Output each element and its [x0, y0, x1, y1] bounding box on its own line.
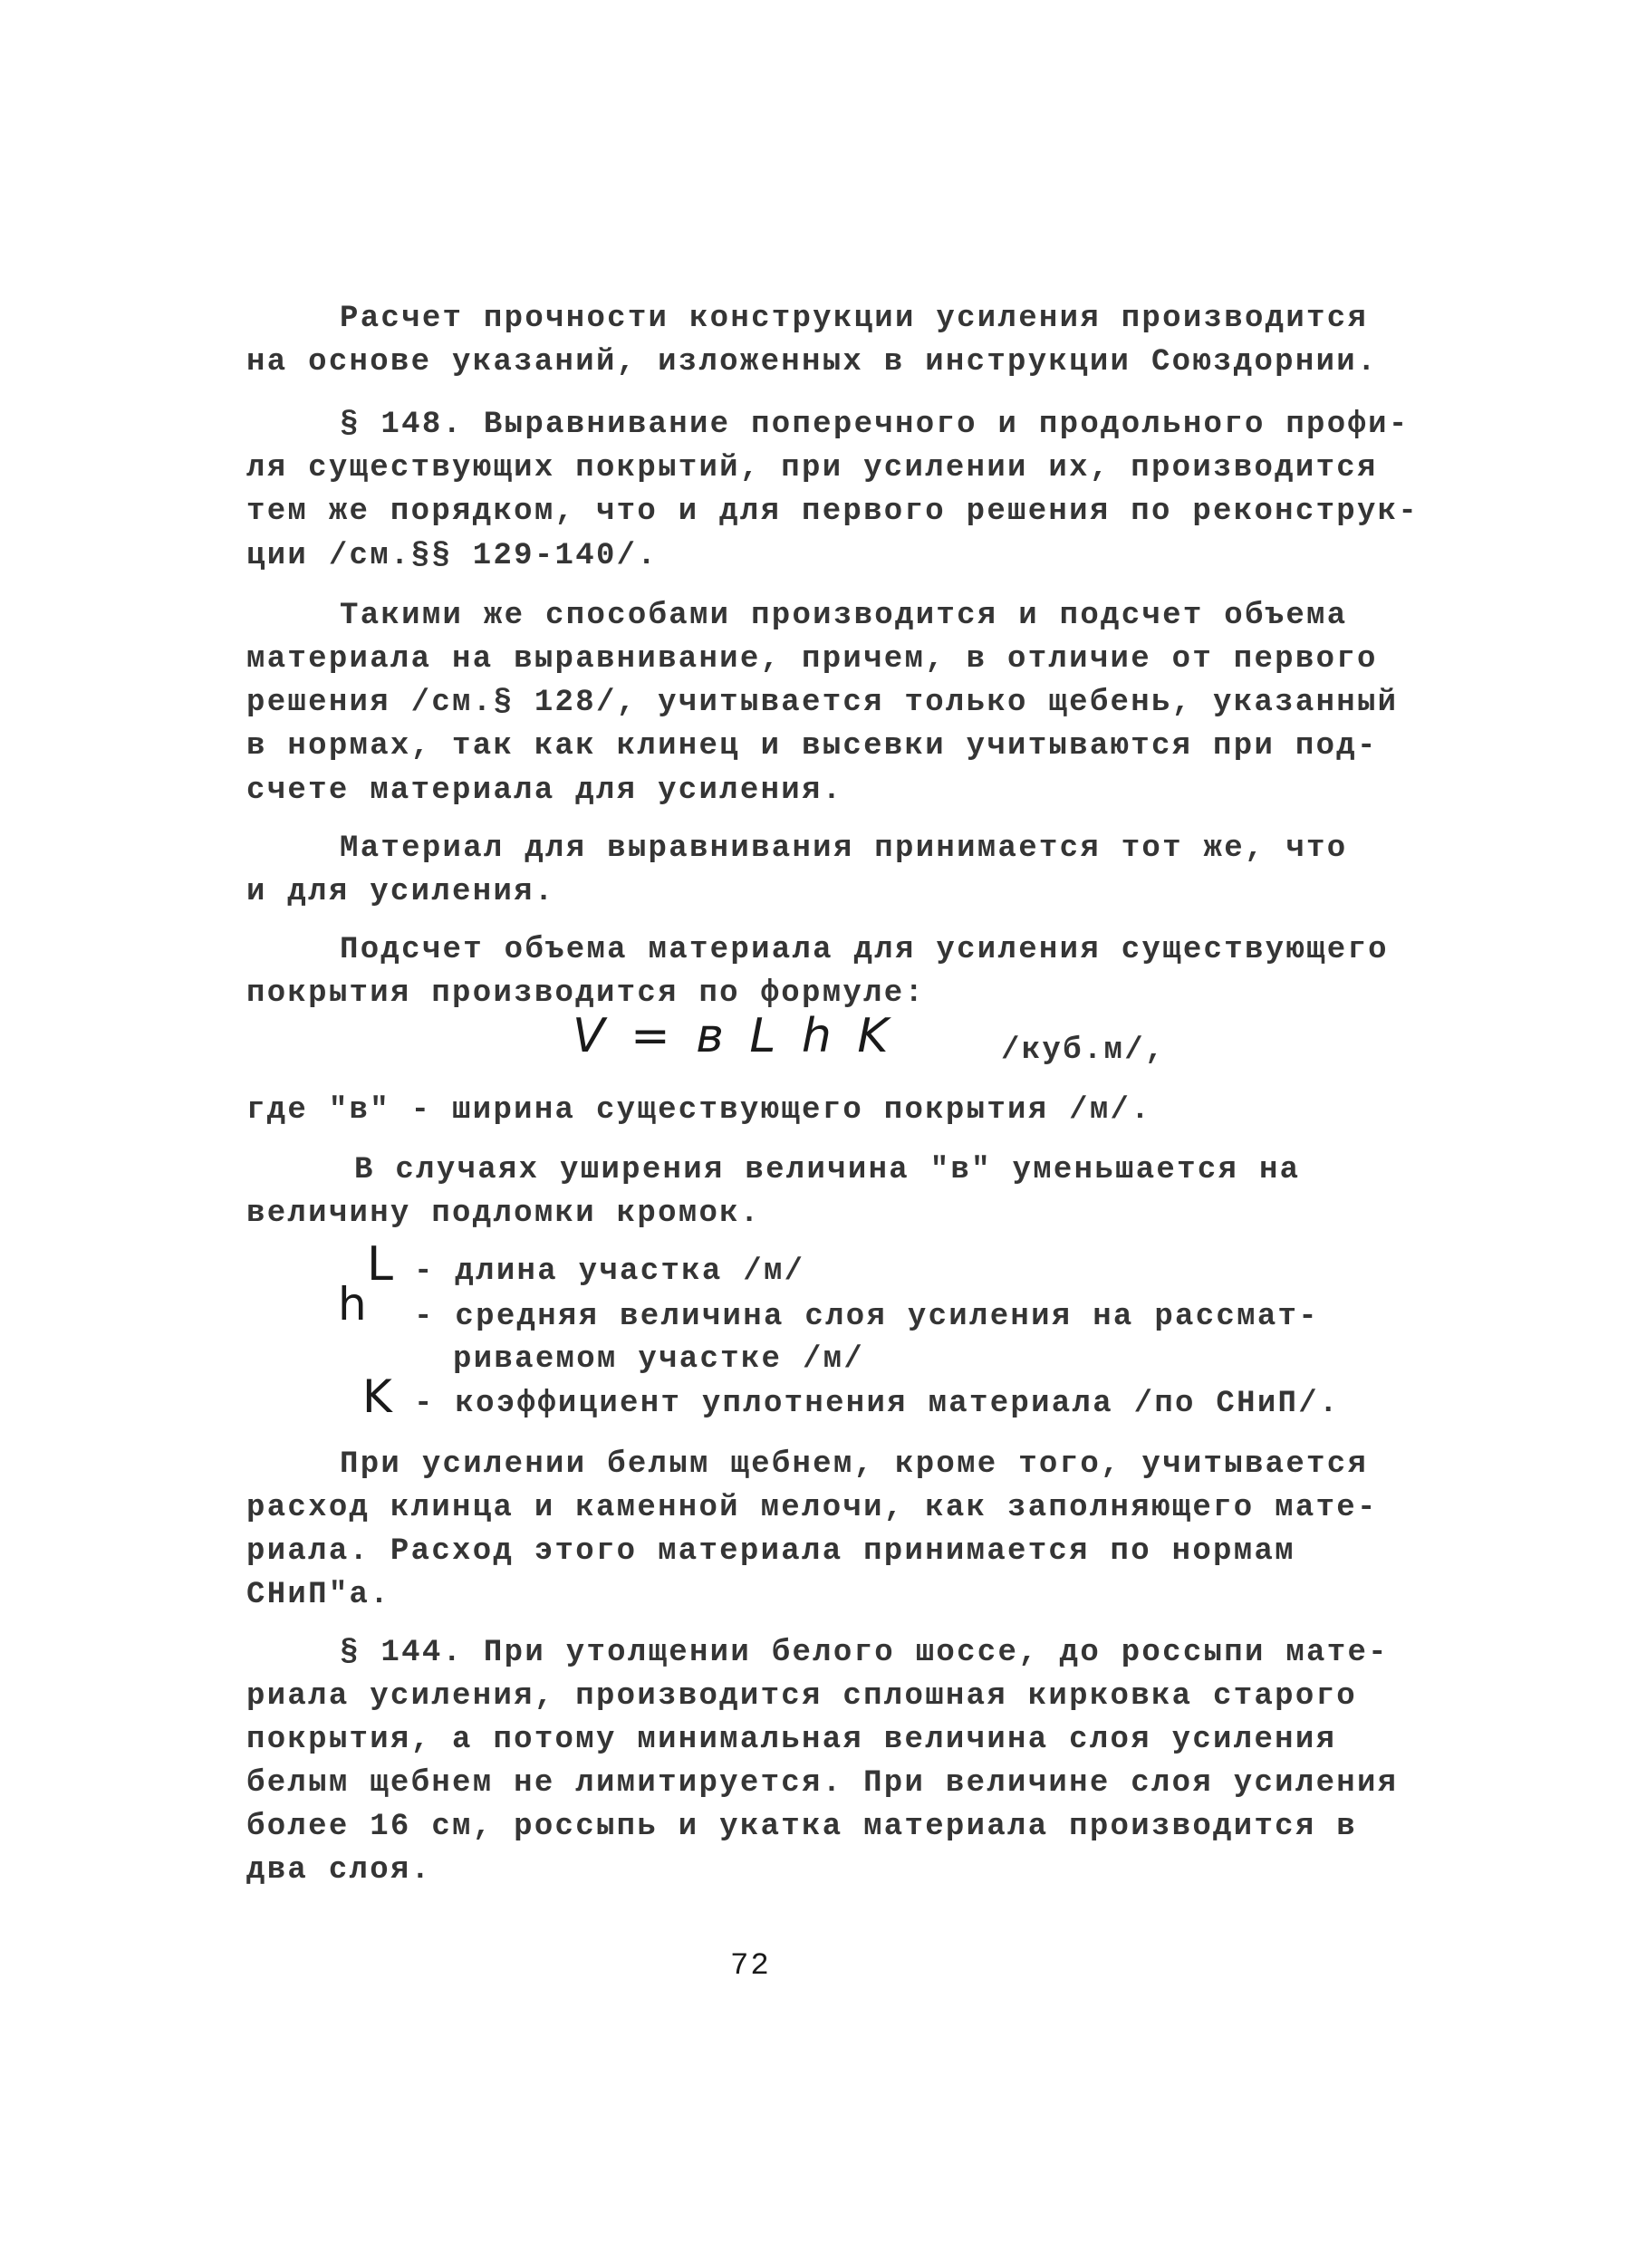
symbol-K: K [362, 1370, 392, 1423]
p3-line-1: Такими же способами производится и подсчет объема [340, 599, 1348, 633]
p4-line-2: и для усиления. [246, 875, 555, 909]
def-L-text: - длина участка /м/ [414, 1254, 805, 1289]
symbol-h: h [338, 1278, 367, 1331]
p8-line-4: СНиП"а. [246, 1578, 390, 1612]
p2-line-2: ля существующих покрытий, при усилении их, производится [246, 451, 1378, 485]
def-K-text: - коэффициент уплотнения материала /по СНиП/. [414, 1387, 1340, 1421]
p9-line-4: белым щебнем не лимитируется. При величине слоя усиления [246, 1766, 1399, 1801]
p2-line-3: тем же порядком, что и для первого решения по реконструк- [246, 495, 1420, 529]
def-h-text-1: - средняя величина слоя усиления на рассмат- [414, 1300, 1319, 1334]
p7-line-2: величину подломки кромок. [246, 1196, 761, 1231]
p3-line-4: в нормах, так как клинец и высевки учитываются при под- [246, 729, 1378, 764]
p1-line-2: на основе указаний, изложенных в инструкции Союздорнии. [246, 345, 1378, 380]
p5-line-1: Подсчет объема материала для усиления существующего [340, 933, 1389, 967]
p9-line-2: риала усиления, производится сплошная кирковка старого [246, 1679, 1357, 1714]
formula-unit: /куб.м/, [1001, 1033, 1166, 1068]
p9-line-3: покрытия, а потому минимальная величина слоя усиления [246, 1723, 1337, 1757]
symbol-L: L [367, 1237, 393, 1292]
p5-line-2: покрытия производится по формуле: [246, 976, 926, 1011]
p6-line-1: где "в" - ширина существующего покрытия /м/. [246, 1093, 1151, 1128]
p9-line-5: более 16 см, россыпь и укатка материала производится в [246, 1810, 1357, 1844]
p3-line-3: решения /см.§ 128/, учитывается только щебень, указанный [246, 686, 1399, 720]
p1-line-1: Расчет прочности конструкции усиления производится [340, 302, 1369, 336]
p8-line-2: расход клинца и каменной мелочи, как заполняющего мате- [246, 1491, 1378, 1525]
p2-line-4: ции /см.§§ 129-140/. [246, 539, 659, 573]
p3-line-5: счете материала для усиления. [246, 774, 843, 808]
p8-line-3: риала. Расход этого материала принимается по нормам [246, 1534, 1295, 1569]
p9-line-6: два слоя. [246, 1853, 432, 1888]
p3-line-2: материала на выравнивание, причем, в отличие от первого [246, 642, 1378, 677]
p4-line-1: Материал для выравнивания принимается тот же, что [340, 831, 1348, 866]
def-h-text-2: риваемом участке /м/ [453, 1342, 865, 1377]
p7-line-1: В случаях уширения величина "в" уменьшается на [354, 1153, 1301, 1187]
p8-line-1: При усилении белым щебнем, кроме того, учитывается [340, 1447, 1369, 1482]
p2-line-1: § 148. Выравнивание поперечного и продольного профи- [340, 408, 1410, 442]
page-number: 72 [730, 1949, 771, 1984]
formula-expression: V = в L h K [573, 1009, 894, 1063]
p9-line-1: § 144. При утолщении белого шоссе, до россыпи мате- [340, 1636, 1389, 1670]
